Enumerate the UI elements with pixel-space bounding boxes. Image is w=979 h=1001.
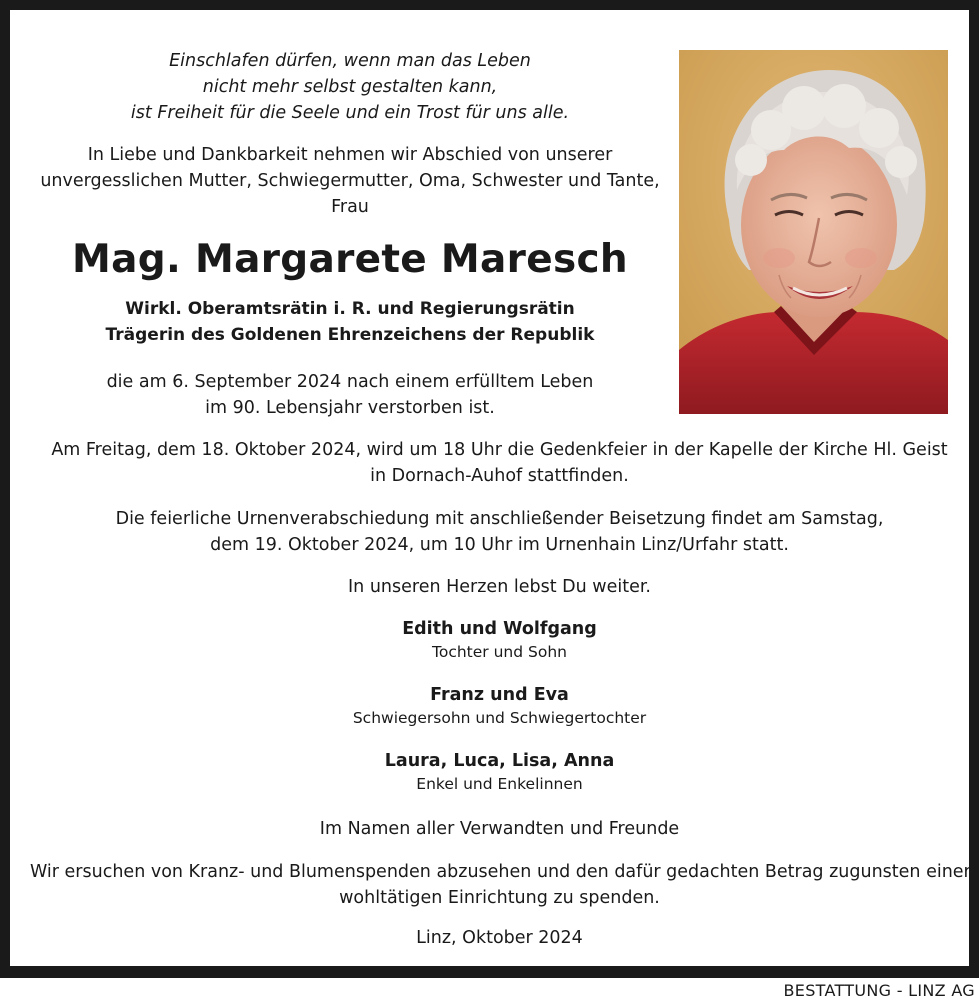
urn-line: dem 19. Oktober 2024, um 10 Uhr im Urnenhain Linz/Urfahr statt. (210, 535, 789, 555)
place-date: Linz, Oktober 2024 (416, 928, 583, 948)
poem-line: ist Freiheit für die Seele und ein Trost für uns alle. (130, 103, 570, 123)
family-names: Edith und Wolfgang (402, 619, 597, 639)
urn-burial-text (30, 506, 969, 558)
urn-line: Die feierliche Urnenverabschiedung mit anschließender Beisetzung findet am Samstag, (115, 509, 884, 529)
family-group (30, 617, 969, 663)
intro-line: In Liebe und Dankbarkeit nehmen wir Abschied von unserer (87, 145, 613, 165)
poem-line: nicht mehr selbst gestalten kann, (202, 77, 498, 97)
death-notice (30, 369, 670, 421)
ceremony-line: in Dornach-Auhof stattfinden. (370, 466, 629, 486)
on-behalf-line: Im Namen aller Verwandten und Freunde (319, 819, 680, 839)
family-group (30, 749, 969, 795)
intro-text (30, 142, 670, 220)
honorary-titles (30, 296, 670, 348)
ceremony-line: Am Freitag, dem 18. Oktober 2024, wird um 18 Uhr die Gedenkfeier in der Kapelle der Kirche Hl. Geist (51, 440, 948, 460)
poem-verse (30, 48, 670, 126)
family-names: Laura, Luca, Lisa, Anna (384, 751, 615, 771)
funeral-home-credit: BESTATTUNG - LINZ AG (783, 981, 975, 1000)
memorial-ceremony-text (30, 437, 969, 489)
request-line: Wir ersuchen von Kranz- und Blumenspenden abzusehen und den dafür gedachten Betrag zugunsten einer (30, 862, 971, 882)
donation-request (30, 859, 969, 911)
portrait-photo (679, 50, 948, 414)
deceased-name: Mag. Margarete Maresch (72, 237, 628, 282)
death-line: die am 6. September 2024 nach einem erfülltem Leben (106, 372, 594, 392)
request-line: wohltätigen Einrichtung zu spenden. (339, 888, 660, 908)
family-group (30, 683, 969, 729)
remembrance-line: In unseren Herzen lebst Du weiter. (348, 577, 651, 597)
family-relation: Tochter und Sohn (432, 643, 567, 661)
intro-line: unvergesslichen Mutter, Schwiegermutter, Oma, Schwester und Tante, (40, 171, 660, 191)
family-relation: Enkel und Enkelinnen (416, 775, 583, 793)
family-relation: Schwiegersohn und Schwiegertochter (352, 709, 647, 727)
death-line: im 90. Lebensjahr verstorben ist. (205, 398, 495, 418)
title-line: Trägerin des Goldenen Ehrenzeichens der Republik (105, 325, 595, 345)
family-names: Franz und Eva (430, 685, 569, 705)
intro-line: Frau (331, 197, 369, 217)
poem-line: Einschlafen dürfen, wenn man das Leben (169, 51, 531, 71)
title-line: Wirkl. Oberamtsrätin i. R. und Regierungsrätin (125, 299, 575, 319)
